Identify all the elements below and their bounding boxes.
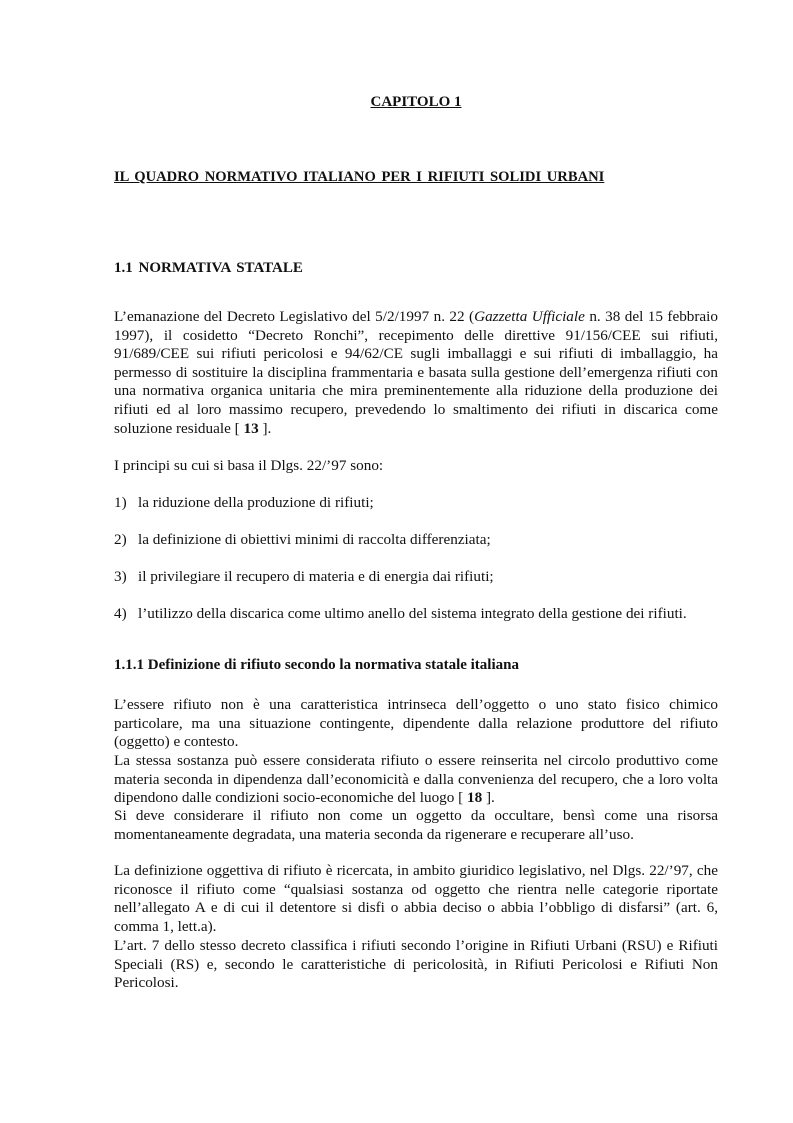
paragraph-resource: Si deve considerare il rifiuto non come un oggetto da occultare, bensì come una risorsa momentaneamente degradata, una materia seconda da rigenerare e recuperare all’uso. xyxy=(114,807,718,843)
text-run: Gazzetta Ufficiale xyxy=(474,308,585,325)
list-text: la definizione di obiettivi minimi di raccolta differenziata; xyxy=(138,531,491,548)
list-item xyxy=(114,494,374,512)
chapter-heading: CAPITOLO 1 xyxy=(370,94,462,110)
paragraph-substance xyxy=(114,752,718,808)
list-text: il privilegiare il recupero di materia e di energia dai rifiuti; xyxy=(138,568,494,585)
section-heading: 1.1 NORMATIVA STATALE xyxy=(114,260,303,276)
list-item xyxy=(114,568,494,586)
text-run: n. 38 del 15 febbraio 1997), il cosidetto “Decreto Ronchi”, recepimento delle direttive 91/156/CEE sui rifiuti, 91/689/CEE sui rifiuti pericolosi e 94/62/CE sugli imballaggi e sui rifiuti di imballaggio, ha permesso di sostituire la disciplina frammentaria e basata sulla gestione dell’emergenza rifiuti con una normativa organica unitaria che mira preminentemente alla riduzione della produzione dei rifiuti ed al loro massimo recupero, prevedendo lo smaltimento dei rifiuti in discarica come soluzione residuale [ xyxy=(114,308,718,437)
paragraph-classification: L’art. 7 dello stesso decreto classifica i rifiuti secondo l’origine in Rifiuti Urbani (RSU) e Rifiuti Speciali (RS) e, secondo le caratteristiche di pericolosità, in Rifiuti Pericolosi e Rifiuti Non Pericolosi. xyxy=(114,937,718,992)
text-run: L’emanazione del Decreto Legislativo del 5/2/1997 n. 22 ( xyxy=(114,308,475,325)
list-item xyxy=(114,605,687,623)
list-text: la riduzione della produzione di rifiuti; xyxy=(138,494,374,511)
paragraph-principles: I principi su cui si basa il Dlgs. 22/’97 sono: xyxy=(114,457,384,474)
paragraph-definition: L’essere rifiuto non è una caratteristica intrinseca dell’oggetto o uno stato fisico chimico particolare, ma una situazione contingente, dipendente dalla relazione produttore del rifiuto (oggetto) e contesto. xyxy=(114,696,718,751)
text-run: ]. xyxy=(258,419,272,437)
list-number: 1) xyxy=(114,494,127,511)
list-item xyxy=(114,531,491,549)
list-number: 2) xyxy=(114,531,127,548)
text-run: 18 xyxy=(467,789,483,807)
subsection-heading: 1.1.1 Definizione di rifiuto secondo la normativa statale italiana xyxy=(114,657,519,673)
text-run: La stessa sostanza può essere considerata rifiuto o essere reinserita nel circolo produttivo come materia seconda in dipendenza dall’economicità e dalla convenienza del recupero, che a loro volta dipendono dalle condizioni socio-economiche del luogo [ xyxy=(114,752,718,807)
paragraph-intro xyxy=(114,308,718,438)
text-run: 13 xyxy=(243,419,259,437)
text-run: ]. xyxy=(482,789,495,807)
list-text: l’utilizzo della discarica come ultimo anello del sistema integrato della gestione dei rifiuti. xyxy=(138,605,687,622)
chapter-title: IL QUADRO NORMATIVO ITALIANO PER I RIFIUTI SOLIDI URBANI xyxy=(114,169,605,185)
list-number: 4) xyxy=(114,605,127,622)
paragraph-legal-definition: La definizione oggettiva di rifiuto è ricercata, in ambito giuridico legislativo, nel Dlgs. 22/’97, che riconosce il rifiuto come “qualsiasi sostanza od oggetto che rientra nelle categorie riportate nell’allegato A e di cui il detentore si disfi o abbia deciso o abbia l’obbligo di disfarsi” (art. 6, comma 1, lett.a). xyxy=(114,862,718,935)
list-number: 3) xyxy=(114,568,127,585)
